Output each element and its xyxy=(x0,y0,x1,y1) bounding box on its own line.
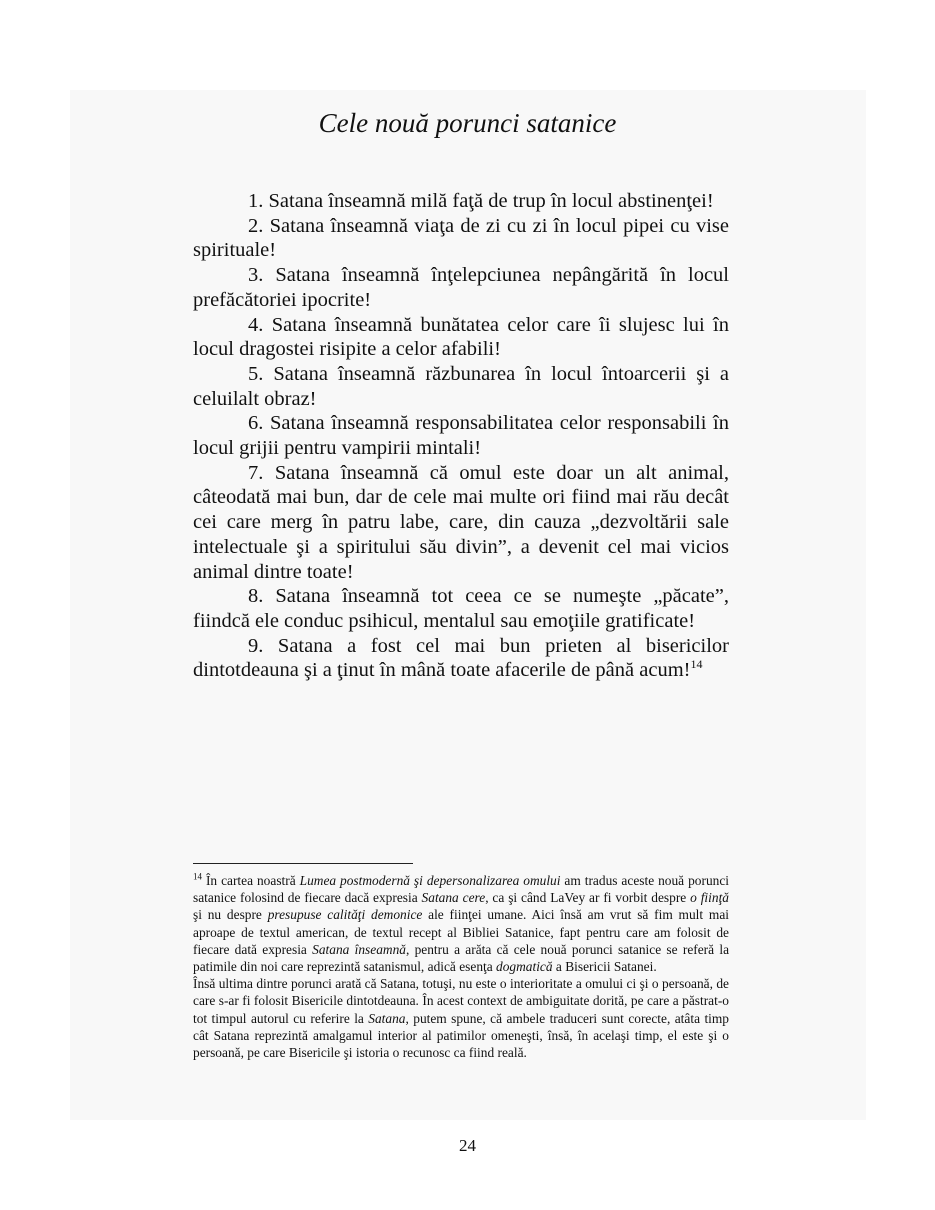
footnote-paragraph-1 xyxy=(193,872,729,975)
footnote-number: 14 xyxy=(193,871,202,882)
footnote-paragraph-2 xyxy=(193,975,729,1061)
commandment-9 xyxy=(193,634,729,683)
footnote-emphasis: presupuse calităţi demonice xyxy=(267,907,423,923)
commandment-6: 6. Satana înseamnă responsabilitatea celor responsabili în locul grijii pentru vampirii mintali! xyxy=(193,412,729,460)
footnote-emphasis: dogmatică xyxy=(496,959,553,975)
footnote-text: , pentru a arăta că cele nouă porunci satanice se referă la patimile din noi care reprezintă satanismul, adică esenţa xyxy=(193,941,730,975)
footnote-text: Însă ultima dintre porunci arată că Satana, totuşi, nu este o interioritate a omului ci şi o persoană, de care s-ar fi folosit Bisericile dintotdeauna. În acest context de ambiguitate dorită, pe care a păstrat-o tot timpul autorul cu referire la xyxy=(193,976,729,1026)
commandment-5: 5. Satana înseamnă răzbunarea în locul întoarcerii şi a celuilalt obraz! xyxy=(193,362,729,410)
footnote-emphasis: o fiinţă xyxy=(690,890,729,906)
commandment-8: 8. Satana înseamnă tot ceea ce se numeşte „păcate”, fiindcă ele conduc psihicul, mentalul sau emoţiile gratificate! xyxy=(193,585,729,632)
footnote-emphasis: Satana cere xyxy=(421,890,486,906)
commandment-7: 7. Satana înseamnă că omul este doar un alt animal, câteodată mai bun, dar de cele mai multe ori fiind mai rău decât cei care merg în patru labe, care, din cauza „dezvoltării sale intelectuale şi a spiritului său divin”, a devenit cel mai vicios animal dintre toate! xyxy=(193,461,729,583)
footnote-text: am tradus aceste nouă porunci satanice folosind de fiecare dacă expresia xyxy=(193,873,729,906)
footnote-text: , putem spune, că ambele traduceri sunt corecte, atâta timp cât Satana reprezintă amalgamul interior al patimilor omeneşti, însă, în acelaşi timp, el este şi o persoană, pe care Bisericile şi istoria o recunosc ca fiind reală. xyxy=(193,1010,729,1061)
footnote-emphasis: Satana înseamnă xyxy=(312,941,406,957)
footnote-book-title: Lumea postmodernă şi depersonalizarea omului xyxy=(299,873,561,888)
commandment-4: 4. Satana înseamnă bunătatea celor care îi slujesc lui în locul dragostei risipite a celor afabili! xyxy=(193,313,729,361)
footnote-divider xyxy=(193,863,413,864)
footnote-text: ale fiinţei umane. Aici însă am vrut să fim mult mai aproape de textul american, de textul recept al Bibliei Satanice, fapt pentru care am folosit de fiecare dată expresia xyxy=(193,907,729,957)
page-title: Cele nouă porunci satanice xyxy=(318,108,617,138)
commandment-1: 1. Satana înseamnă milă faţă de trup în locul abstinenţei! xyxy=(248,190,714,212)
page-number: 24 xyxy=(459,1136,476,1155)
footnote-text: , ca şi când LaVey ar fi vorbit despre xyxy=(485,890,691,906)
commandment-9-text: 9. Satana a fost cel mai bun prieten al bisericilor dintotdeauna şi a ţinut în mână toate afacerile de până acum! xyxy=(193,634,729,682)
footnote-emphasis: Satana xyxy=(368,1010,406,1026)
commandment-2: 2. Satana înseamnă viaţa de zi cu zi în locul pipei cu vise spirituale! xyxy=(193,214,729,262)
footnote-reference[interactable]: 14 xyxy=(690,657,703,672)
commandment-3: 3. Satana înseamnă înţelepciunea nepângărită în locul prefăcătoriei ipocrite! xyxy=(193,264,729,311)
footnote-text: şi nu despre xyxy=(193,907,268,923)
footnote-text: În cartea noastră xyxy=(202,873,300,888)
footnote xyxy=(193,872,729,1061)
commandments-list xyxy=(193,189,729,683)
footnote-text: a Bisericii Satanei. xyxy=(552,959,657,975)
